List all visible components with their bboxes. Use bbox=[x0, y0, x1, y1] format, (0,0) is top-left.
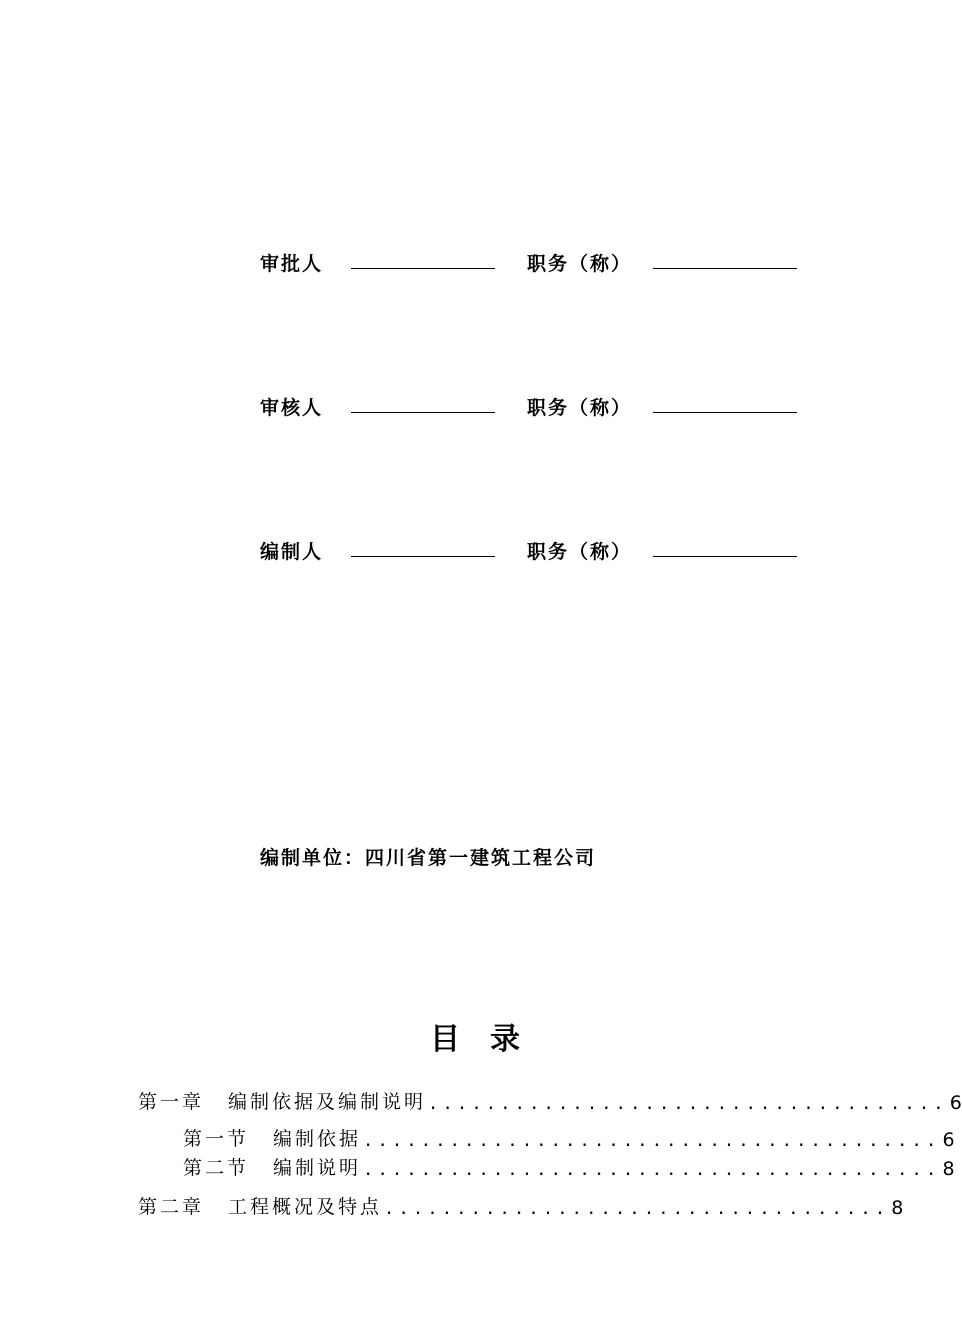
toc-leader-dots: .................................... bbox=[428, 1094, 948, 1114]
toc-entry-number: 第一节 bbox=[183, 1128, 250, 1150]
toc-entry-text: 工程概况及特点 bbox=[228, 1196, 383, 1218]
toc-heading-char: 录 bbox=[490, 1022, 520, 1057]
author-label: 编制人 bbox=[260, 541, 324, 563]
toc-leader-dots: ........................................ bbox=[363, 1160, 941, 1180]
reviewer-title-label: 职务（称） bbox=[527, 397, 633, 419]
toc-leader-dots: ................................... bbox=[384, 1199, 890, 1219]
approver-title-label: 职务（称） bbox=[527, 253, 633, 275]
author-title-label: 职务（称） bbox=[527, 541, 633, 563]
toc-heading-char: 目 bbox=[430, 1022, 460, 1057]
signature-row-reviewer bbox=[260, 393, 800, 423]
toc-leader-dots: ........................................ bbox=[363, 1131, 941, 1151]
toc-entry-number: 第二节 bbox=[183, 1157, 250, 1179]
compiling-unit: 编制单位：四川省第一建筑工程公司 bbox=[260, 847, 597, 869]
toc-entry-page: 8 bbox=[891, 1197, 904, 1219]
toc-entry[interactable] bbox=[138, 1193, 904, 1219]
signature-row-author bbox=[260, 537, 800, 567]
toc-entry-text: 编制依据 bbox=[273, 1128, 362, 1150]
toc-entry-page: 6 bbox=[949, 1092, 962, 1114]
toc-entry-page: 8 bbox=[942, 1158, 955, 1180]
toc-entry[interactable] bbox=[183, 1154, 955, 1180]
toc-heading bbox=[0, 1014, 950, 1058]
toc-entry-text: 编制说明 bbox=[273, 1157, 362, 1179]
reviewer-signature-line[interactable] bbox=[351, 412, 495, 413]
reviewer-label: 审核人 bbox=[260, 397, 324, 419]
approver-title-line[interactable] bbox=[653, 268, 797, 269]
toc-entry-page: 6 bbox=[942, 1129, 955, 1151]
toc-entry-number: 第一章 bbox=[138, 1091, 205, 1113]
toc-entry-text: 编制依据及编制说明 bbox=[228, 1091, 427, 1113]
toc-entry[interactable] bbox=[138, 1088, 962, 1114]
approver-label: 审批人 bbox=[260, 253, 324, 275]
toc-entry-number: 第二章 bbox=[138, 1196, 205, 1218]
reviewer-title-line[interactable] bbox=[653, 412, 797, 413]
author-title-line[interactable] bbox=[653, 556, 797, 557]
author-signature-line[interactable] bbox=[351, 556, 495, 557]
signature-row-approver bbox=[260, 249, 800, 279]
toc-entry[interactable] bbox=[183, 1125, 955, 1151]
approver-signature-line[interactable] bbox=[351, 268, 495, 269]
